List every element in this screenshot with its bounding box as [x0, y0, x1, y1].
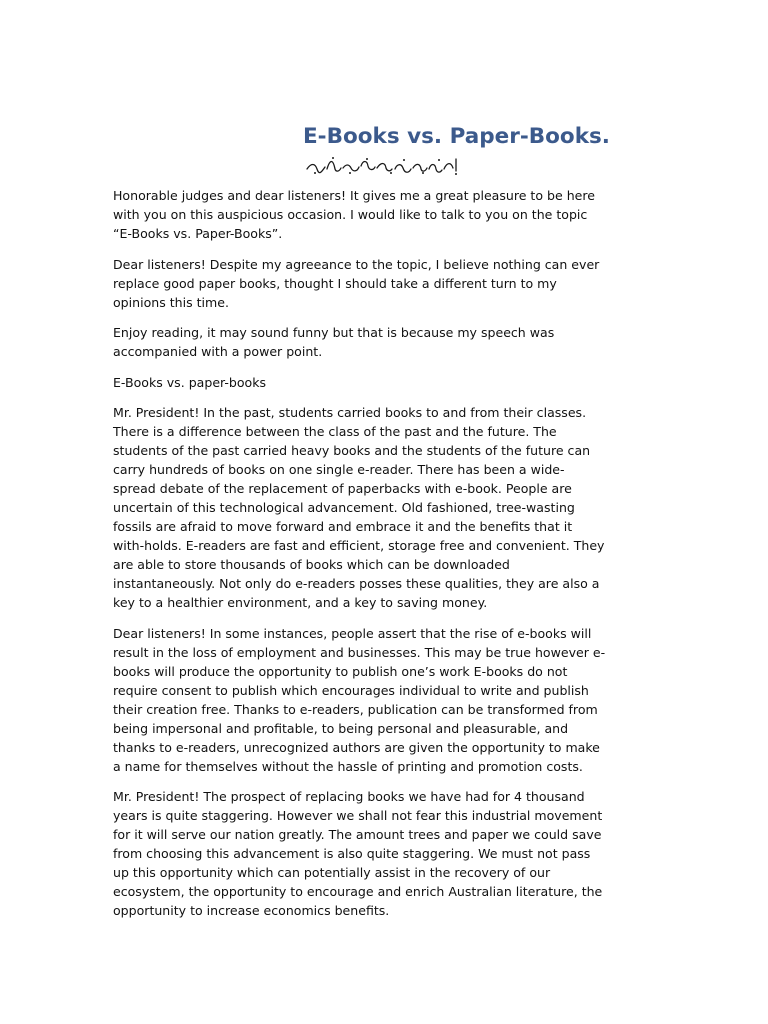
- paragraph: [113, 403, 658, 612]
- paragraph-line: Dear listeners! Despite my agreeance to the topic, I believe nothing can ever: [113, 256, 600, 272]
- paragraph-line: a name for themselves without the hassle of printing and promotion costs.: [113, 758, 583, 774]
- paragraph-line: with you on this auspicious occasion. I would like to talk to you on the topic: [113, 207, 588, 222]
- paragraph: [113, 624, 658, 776]
- paragraph-line: “E-Books vs. Paper-Books”.: [113, 226, 283, 241]
- paragraph-line: carry hundreds of books on one single e-reader. There has been a wide-: [113, 462, 565, 477]
- paragraph-line: Enjoy reading, it may sound funny but that is because my speech was: [113, 325, 555, 340]
- paragraph-line: opinions this time.: [113, 294, 229, 310]
- paragraph-line: thanks to e-readers, unrecognized authors are given the opportunity to make: [113, 739, 600, 755]
- paragraph-line: There is a difference between the class of the past and the future. The: [113, 424, 557, 439]
- paragraph-line: accompanied with a power point.: [113, 344, 323, 359]
- paragraph-line: their creation free. Thanks to e-readers, publication can be transformed from: [113, 701, 598, 717]
- arabic-calligraphy-icon: [303, 153, 463, 177]
- paragraph-line: books will produce the opportunity to publish one’s work E-books do not: [113, 663, 568, 679]
- paragraph-line: for it will serve our nation greatly. The amount trees and paper we could save: [113, 827, 602, 842]
- paragraph-line: replace good paper books, thought I should take a different turn to my: [113, 275, 557, 291]
- paragraph-line: Dear listeners! In some instances, people assert that the rise of e-books will: [113, 625, 592, 641]
- paragraph-line: ecosystem, the opportunity to encourage and enrich Australian literature, the: [113, 884, 603, 899]
- document-title: E-Books vs. Paper-Books.: [303, 124, 610, 149]
- paragraph-line: being impersonal and profitable, to being personal and pleasurable, and: [113, 720, 569, 736]
- paragraph: [113, 255, 658, 312]
- paragraph-line: up this opportunity which can potentially assist in the recovery of our: [113, 865, 551, 880]
- paragraph: [113, 787, 658, 920]
- paragraph: [113, 186, 658, 243]
- paragraph-line: instantaneously. Not only do e-readers posses these qualities, they are also a: [113, 576, 600, 591]
- paragraph-line: key to a healthier environment, and a key to saving money.: [113, 595, 488, 610]
- paragraph-line: E-Books vs. paper-books: [113, 374, 267, 390]
- paragraph-line: Mr. President! The prospect of replacing books we have had for 4 thousand: [113, 789, 585, 804]
- paragraph-line: years is quite staggering. However we shall not fear this industrial movement: [113, 808, 603, 823]
- paragraph-line: Mr. President! In the past, students carried books to and from their classes.: [113, 405, 587, 420]
- paragraph-line: students of the past carried heavy books and the students of the future can: [113, 443, 591, 458]
- paragraph-line: opportunity to increase economics benefits.: [113, 903, 390, 918]
- paragraph: [113, 323, 658, 361]
- paragraph-line: fossils are afraid to move forward and embrace it and the benefits that it: [113, 519, 573, 534]
- paragraph-line: Honorable judges and dear listeners! It gives me a great pleasure to be here: [113, 188, 595, 203]
- document-body: [113, 186, 658, 932]
- paragraph-line: spread debate of the replacement of paperbacks with e-book. People are: [113, 481, 572, 496]
- paragraph-line: from choosing this advancement is also quite staggering. We must not pass: [113, 846, 591, 861]
- paragraph-line: result in the loss of employment and businesses. This may be true however e-: [113, 644, 606, 660]
- paragraph-line: require consent to publish which encourages individual to write and publish: [113, 682, 589, 698]
- paragraph-line: are able to store thousands of books which can be downloaded: [113, 557, 510, 572]
- paragraph-line: uncertain of this technological advancement. Old fashioned, tree-wasting: [113, 500, 575, 515]
- paragraph: [113, 373, 658, 392]
- paragraph-line: with-holds. E-readers are fast and efficient, storage free and convenient. They: [113, 538, 605, 553]
